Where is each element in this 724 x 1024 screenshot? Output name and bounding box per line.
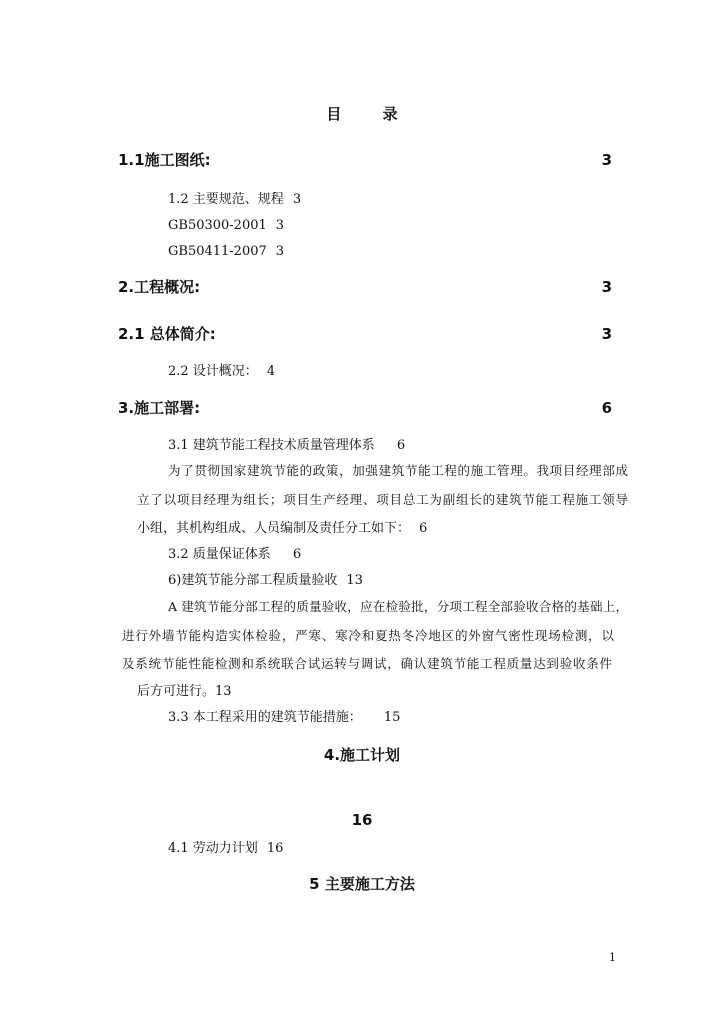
- toc-entry-1-1[interactable]: 1.1施工图纸:: [118, 151, 211, 169]
- toc-entry-4[interactable]: 4.施工计划: [323, 746, 401, 764]
- toc-entry-page: 16: [266, 841, 284, 856]
- toc-entry-label: 6)建筑节能分部工程质量验收: [168, 573, 338, 588]
- toc-entry-1-2[interactable]: [168, 191, 301, 209]
- toc-entry-page: 3: [275, 244, 285, 259]
- toc-entry-3[interactable]: 3.施工部署:: [118, 399, 201, 417]
- toc-entry-label: 3.2 质量保证体系: [168, 547, 271, 562]
- toc-entry-label: 1.2 主要规范、规程: [168, 192, 284, 207]
- toc-entry-gb50300[interactable]: [168, 217, 284, 235]
- toc-entry-page: 13: [346, 573, 363, 588]
- toc-entry-2-page[interactable]: 3: [601, 278, 612, 296]
- toc-entry-label: 小组，其机构组成、人员编制及责任分工如下：: [137, 521, 411, 536]
- toc-entry-1-1-page[interactable]: 3: [601, 151, 612, 169]
- toc-org-para-line[interactable]: 为了贯彻国家建筑节能的政策，加强建筑节能工程的施工管理。我项目经理部成: [168, 463, 628, 478]
- toc-entry-page: 13: [215, 684, 232, 699]
- toc-entry-page: 3: [275, 218, 285, 233]
- toc-entry-6[interactable]: [168, 572, 363, 590]
- toc-org-para-last-line[interactable]: [137, 520, 427, 538]
- toc-entry-2-2[interactable]: [168, 363, 275, 381]
- toc-entry-2-1[interactable]: 2.1 总体简介:: [118, 325, 216, 343]
- toc-entry-page: 6: [292, 547, 302, 562]
- toc-entry-label: 3.3 本工程采用的建筑节能措施：: [168, 710, 362, 725]
- toc-entry-label: GB50300-2001: [168, 218, 267, 233]
- toc-accept-para-last-line[interactable]: [137, 683, 232, 701]
- toc-accept-para-line[interactable]: 进行外墙节能构造实体检验，严寒、寒冷和夏热冬冷地区的外窗气密性现场检测，以: [122, 628, 614, 643]
- toc-entry-page: 6: [396, 438, 406, 453]
- toc-entry-3-page[interactable]: 6: [601, 399, 612, 417]
- toc-entry-3-1[interactable]: [168, 437, 405, 455]
- toc-entry-2[interactable]: 2.工程概况:: [118, 278, 201, 296]
- toc-entry-page: 4: [266, 364, 276, 379]
- toc-entry-3-2[interactable]: [168, 546, 301, 564]
- toc-entry-label: GB50411-2007: [168, 244, 267, 259]
- toc-entry-gb50411[interactable]: [168, 243, 284, 261]
- toc-entry-page: 6: [419, 521, 428, 536]
- toc-entry-4-1[interactable]: [168, 840, 283, 858]
- toc-entry-label: 2.2 设计概况：: [168, 364, 258, 379]
- toc-entry-label: 4.1 劳动力计划: [168, 841, 258, 856]
- toc-entry-2-1-page[interactable]: 3: [601, 325, 612, 343]
- page-number: 1: [609, 951, 616, 964]
- toc-accept-para-line[interactable]: 及系统节能性能检测和系统联合试运转与调试，确认建筑节能工程质量达到验收条件: [122, 656, 612, 671]
- toc-entry-4-page[interactable]: 16: [351, 811, 373, 829]
- toc-title: 目 录: [326, 105, 416, 123]
- toc-entry-3-3[interactable]: [168, 709, 400, 727]
- toc-entry-label: 3.1 建筑节能工程技术质量管理体系: [168, 438, 375, 453]
- toc-entry-page: 3: [292, 192, 302, 207]
- toc-entry-page: 15: [383, 710, 401, 725]
- toc-accept-para-line[interactable]: A 建筑节能分部工程的质量验收，应在检验批，分项工程全部验收合格的基础上，: [168, 599, 628, 614]
- toc-entry-label: 后方可进行。: [137, 684, 216, 699]
- toc-org-para-line[interactable]: 立了以项目经理为组长；项目生产经理、项目总工为副组长的建筑节能工程施工领导: [137, 492, 628, 507]
- toc-entry-5[interactable]: 5 主要施工方法: [309, 875, 415, 893]
